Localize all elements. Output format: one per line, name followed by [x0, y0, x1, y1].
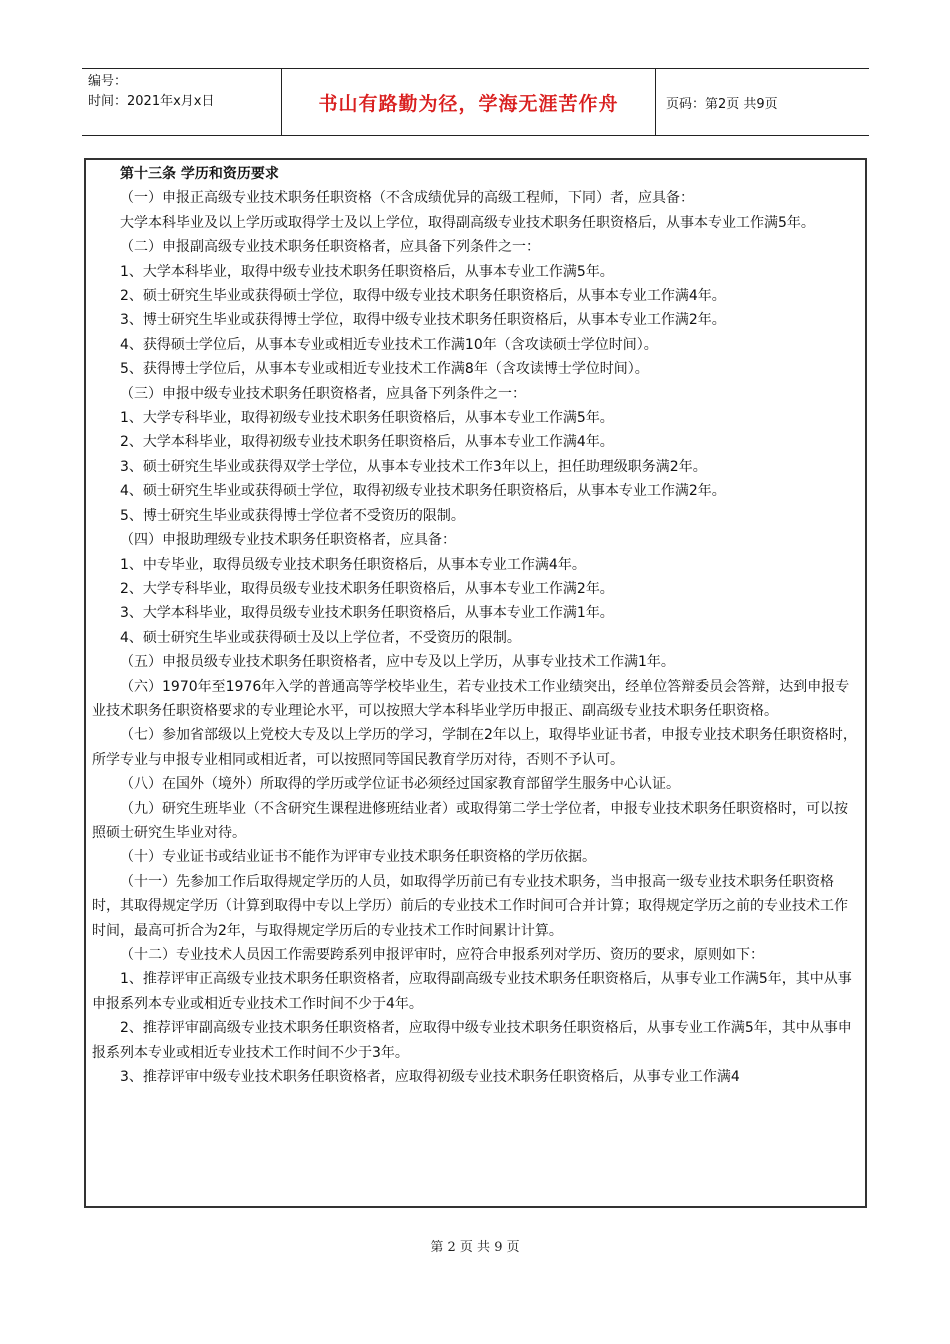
document-number-label: 编号：: [88, 74, 128, 89]
article-paragraph: （十）专业证书或结业证书不能作为评审专业技术职务任职资格的学历依据。: [120, 849, 596, 866]
article-paragraph: 2、大学专科毕业，取得员级专业技术职务任职资格后，从事本专业工作满2年。: [120, 580, 614, 597]
article-paragraph: 1、中专毕业，取得员级专业技术职务任职资格后，从事本专业工作满4年。: [120, 556, 586, 573]
article-paragraph: （十一）先参加工作后取得规定学历的人员，如取得学历前已有专业技术职务，当申报高一级专业技术职务任职资格时，其取得规定学历（计算到取得中专以上学历）前后的专业技术工作时间可合并计算；取得规定学历之前的专业技术工作时间，最高可折合为2年，与取得规定学历后的专业技术工作时间累计计算。: [92, 873, 848, 939]
article-paragraph: 4、获得硕士学位后，从事本专业或相近专业技术工作满10年（含攻读硕士学位时间）。: [120, 336, 658, 353]
header-motto: 书山有路勤为径，学海无涯苦作舟: [282, 69, 656, 135]
article-paragraph: （三）申报中级专业技术职务任职资格者，应具备下列条件之一：: [120, 385, 526, 402]
page-footer: 第 2 页 共 9 页: [430, 1240, 520, 1255]
article-paragraph: 5、博士研究生毕业或获得博士学位者不受资历的限制。: [120, 507, 465, 524]
article-paragraph: 3、推荐评审中级专业技术职务任职资格者，应取得初级专业技术职务任职资格后，从事专业工作满4: [120, 1069, 740, 1086]
article-paragraph: （九）研究生班毕业（不含研究生课程进修班结业者）或取得第二学士学位者，申报专业技术职务任职资格时，可以按照硕士研究生毕业对待。: [92, 800, 848, 841]
article-paragraph: 2、推荐评审副高级专业技术职务任职资格者，应取得中级专业技术职务任职资格后，从事专业工作满5年，其中从事申报系列本专业或相近专业技术工作时间不少于3年。: [92, 1020, 852, 1061]
article-paragraph: （六）1970年至1976年入学的普通高等学校毕业生，若专业技术工作业绩突出，经单位答辩委员会答辩，达到申报专业技术职务任职资格要求的专业理论水平，可以按照大学本科毕业学历申报正、副高级专业技术职务任职资格。: [92, 678, 850, 719]
article-paragraph: 3、硕士研究生毕业或获得双学士学位，从事本专业技术工作3年以上，担任助理级职务满2年。: [120, 458, 707, 475]
article-body: [84, 158, 867, 1208]
article-paragraph: 4、硕士研究生毕业或获得硕士学位，取得初级专业技术职务任职资格后，从事本专业工作满2年。: [120, 483, 726, 500]
article-paragraph: （五）申报员级专业技术职务任职资格者，应中专及以上学历，从事专业技术工作满1年。: [120, 654, 675, 671]
article-paragraph: 5、获得博士学位后，从事本专业或相近专业技术工作满8年（含攻读博士学位时间）。: [120, 361, 649, 378]
article-paragraph: （七）参加省部级以上党校大专及以上学历的学习，学制在2年以上，取得毕业证书者，申报专业技术职务任职资格时，所学专业与申报专业相同或相近者，可以按照同等国民教育学历对待，否则不予认可。: [92, 727, 857, 768]
article-paragraph: （一）申报正高级专业技术职务任职资格（不含成绩优异的高级工程师，下同）者，应具备：: [120, 190, 694, 207]
article-paragraph: （二）申报副高级专业技术职务任职资格者，应具备下列条件之一：: [120, 239, 540, 256]
document-header: [82, 68, 869, 136]
article-paragraph: 2、硕士研究生毕业或获得硕士学位，取得中级专业技术职务任职资格后，从事本专业工作满4年。: [120, 288, 726, 305]
article-paragraph: （十二）专业技术人员因工作需要跨系列申报评审时，应符合申报系列对学历、资历的要求，原则如下：: [120, 947, 764, 963]
article-paragraph: 大学本科毕业及以上学历或取得学士及以上学位，取得副高级专业技术职务任职资格后，从事本专业工作满5年。: [120, 214, 815, 231]
header-page-number: 页码：第2页 共9页: [666, 96, 778, 112]
document-date-label: 时间：2021年x月x日: [88, 94, 215, 109]
article-paragraph: （八）在国外（境外）所取得的学历或学位证书必须经过国家教育部留学生服务中心认证。: [120, 776, 680, 793]
header-meta: [82, 69, 282, 135]
article-title: 第十三条 学历和资历要求: [120, 166, 279, 182]
article-paragraph: 1、推荐评审正高级专业技术职务任职资格者，应取得副高级专业技术职务任职资格后，从事专业工作满5年，其中从事申报系列本专业或相近专业技术工作时间不少于4年。: [92, 971, 852, 1012]
article-paragraph: （四）申报助理级专业技术职务任职资格者，应具备：: [120, 532, 456, 549]
article-paragraph: 2、大学本科毕业，取得初级专业技术职务任职资格后，从事本专业工作满4年。: [120, 434, 614, 451]
article-paragraph: 1、大学本科毕业，取得中级专业技术职务任职资格后，从事本专业工作满5年。: [120, 263, 614, 280]
article-paragraph: 3、大学本科毕业，取得员级专业技术职务任职资格后，从事本专业工作满1年。: [120, 605, 614, 622]
article-paragraph: 1、大学专科毕业，取得初级专业技术职务任职资格后，从事本专业工作满5年。: [120, 410, 614, 427]
article-paragraph: 3、博士研究生毕业或获得博士学位，取得中级专业技术职务任职资格后，从事本专业工作满2年。: [120, 312, 726, 329]
article-paragraph: 4、硕士研究生毕业或获得硕士及以上学位者，不受资历的限制。: [120, 629, 521, 646]
